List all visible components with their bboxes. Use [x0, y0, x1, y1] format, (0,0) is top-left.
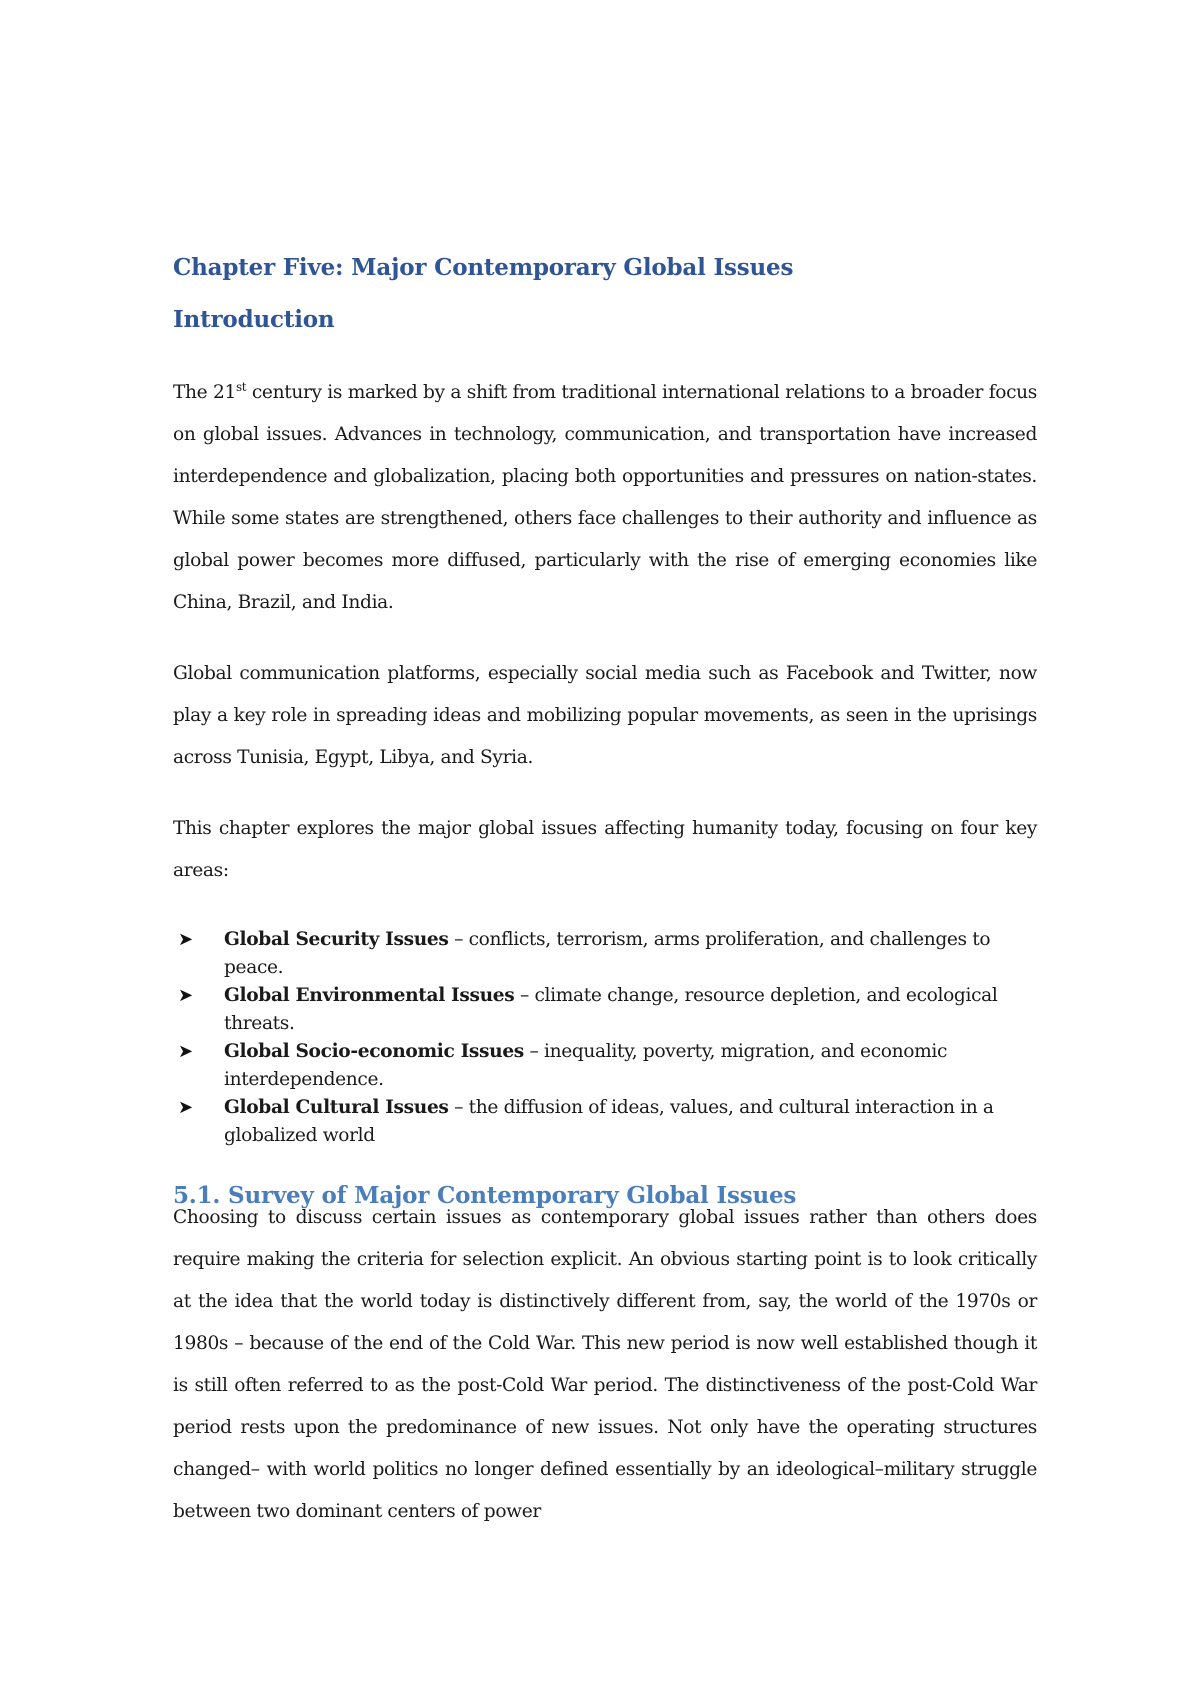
section-paragraph: Choosing to discuss certain issues as contemporary global issues rather than others does require making the criteria for selection explicit. An obvious starting point is to look critically at the idea that the world today is distinctively different from, say, the world of the 1970s or 1980s – because of the end of the Cold War. This new period is now well established though it is still often referred to as the post-Cold War period. The distinctiveness of the post-Cold War period rests upon the predominance of new issues. Not only have the operating structures changed– with world politics no longer defined essentially by an ideological–military struggle between two dominant centers of power	[173, 1207, 1037, 1522]
intro-paragraph-text: century is marked by a shift from traditional international relations to a broader focus on global issues. Advances in technology, communication, and transportation have increased interdependence and globalization, placing both opportunities and pressures on nation-states. While some states are strengthened, others face challenges to their authority and influence as global power becomes more diffused, particularly with the rise of emerging economies like China, Brazil, and India.	[173, 382, 1037, 613]
chapter-title: Chapter Five: Major Contemporary Global Issues	[173, 254, 794, 281]
list-item-text: – the diffusion of ideas, values, and cultural interaction in a globalized world	[224, 1097, 994, 1146]
arrowhead-bullet-icon: ➤	[178, 1097, 193, 1118]
arrowhead-bullet-icon: ➤	[178, 985, 193, 1006]
paragraph-chapter-overview: This chapter explores the major global issues affecting humanity today, focusing on four key areas:	[173, 818, 1037, 881]
list-item-title: Global Security Issues	[224, 929, 449, 950]
arrowhead-bullet-icon: ➤	[178, 1041, 193, 1062]
intro-paragraph-superscript: st	[235, 379, 247, 394]
list-item	[178, 1094, 1048, 1150]
list-item-title: Global Environmental Issues	[224, 985, 515, 1006]
list-item-title: Global Cultural Issues	[224, 1097, 449, 1118]
key-areas-list	[178, 926, 1048, 1150]
list-item	[178, 982, 1048, 1038]
list-item-text: – climate change, resource depletion, and ecological threats.	[224, 985, 998, 1034]
intro-paragraph-prefix: The 21	[173, 382, 236, 403]
paragraph-social-media: Global communication platforms, especially social media such as Facebook and Twitter, now play a key role in spreading ideas and mobilizing popular movements, as seen in the uprisings across Tunisia, Egypt, Libya, and Syria.	[173, 663, 1037, 768]
list-item	[178, 1038, 1048, 1094]
arrowhead-bullet-icon: ➤	[178, 929, 193, 950]
intro-paragraph	[173, 372, 1037, 624]
list-item-text: – conflicts, terrorism, arms proliferation, and challenges to peace.	[224, 929, 991, 978]
intro-heading: Introduction	[173, 306, 335, 333]
list-item	[178, 926, 1048, 982]
list-item-text: – inequality, poverty, migration, and economic interdependence.	[224, 1041, 948, 1090]
section-heading: 5.1. Survey of Major Contemporary Global Issues	[173, 1182, 797, 1209]
list-item-title: Global Socio-economic Issues	[224, 1041, 524, 1062]
